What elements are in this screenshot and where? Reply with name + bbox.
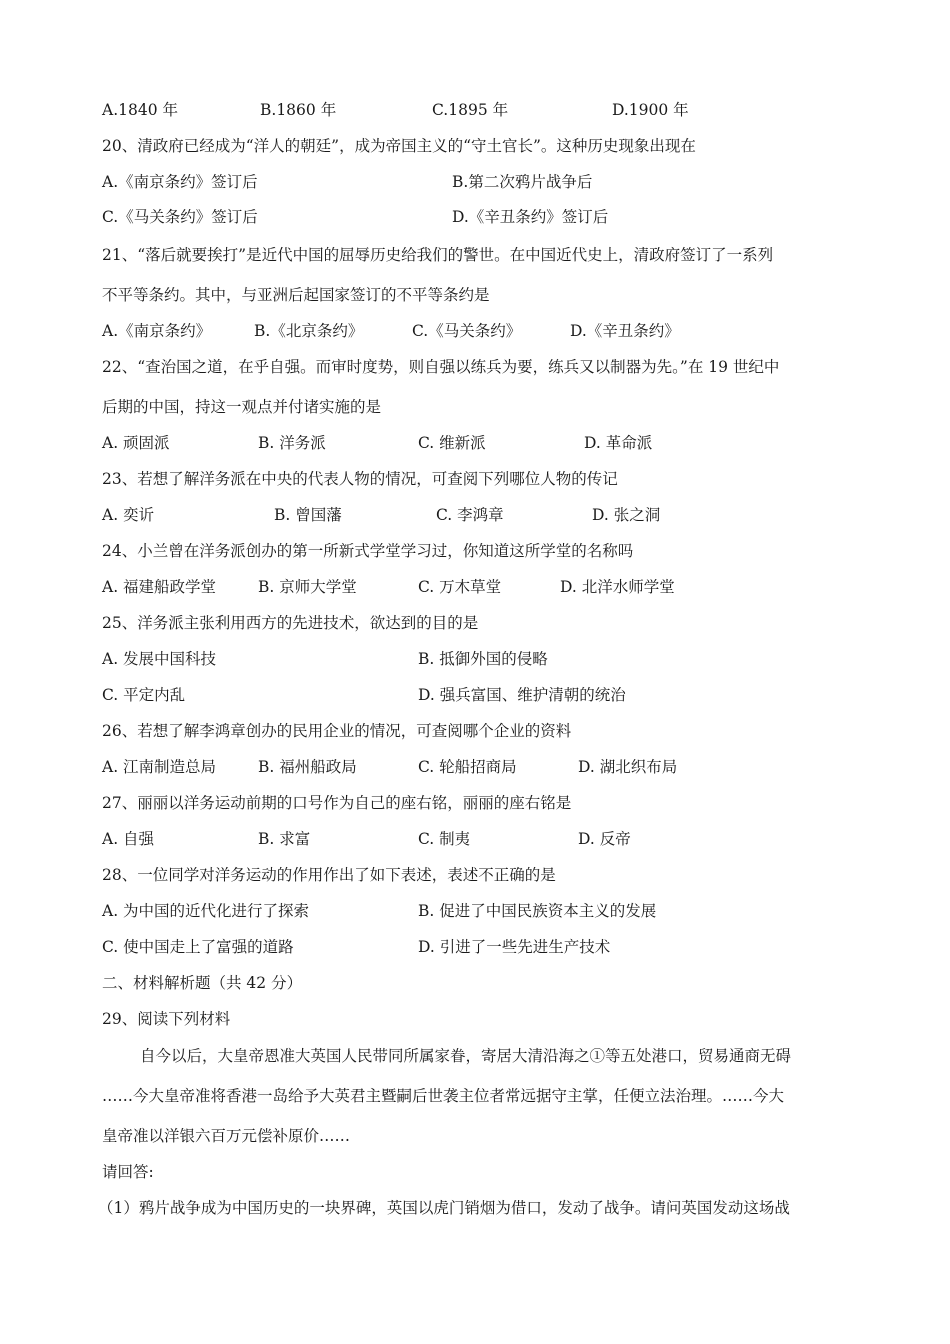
q27-option-d: D. 反帝 [578,830,631,848]
q20-option-a: A.《南京条约》签订后 [102,173,258,191]
q24-option-a: A. 福建船政学堂 [102,578,217,596]
q28-stem: 28、一位同学对洋务运动的作用作出了如下表述，表述不正确的是 [102,866,556,884]
q25-option-a: A. 发展中国科技 [102,650,217,668]
q26-stem: 26、若想了解李鸿章创办的民用企业的情况，可查阅哪个企业的资料 [102,722,572,740]
q23-option-d: D. 张之洞 [592,506,661,524]
q25-option-d: D. 强兵富国、维护清朝的统治 [418,686,626,704]
q19-option-c: C.1895 年 [432,101,509,119]
q26-option-c: C. 轮船招商局 [418,758,517,776]
q29-material-line2: ……今大皇帝准将香港一岛给予大英君主暨嗣后世袭主位者常远据守主掌，任便立法治理。……今大 [102,1087,785,1105]
q27-option-a: A. 自强 [102,830,155,848]
q28-option-c: C. 使中国走上了富强的道路 [102,938,294,956]
q27-option-c: C. 制夷 [418,830,471,848]
q19-option-a: A.1840 年 [102,101,178,119]
q21-stem-line1: 21、“落后就要挨打”是近代中国的屈辱历史给我们的警世。在中国近代史上，清政府签订了一系列 [102,246,774,264]
q24-stem: 24、小兰曾在洋务派创办的第一所新式学堂学习过，你知道这所学堂的名称吗 [102,542,634,560]
q28-option-a: A. 为中国的近代化进行了探索 [102,902,310,920]
q28-option-b: B. 促进了中国民族资本主义的发展 [418,902,657,920]
q22-option-d: D. 革命派 [584,434,653,452]
q29-stem: 29、阅读下列材料 [102,1010,231,1028]
q19-option-b: B.1860 年 [260,101,337,119]
q22-stem-line1: 22、“查治国之道，在乎自强。而审时度势，则自强以练兵为要，练兵又以制器为先。”在 19 世纪中 [102,358,780,376]
q23-option-a: A. 奕䜣 [102,506,155,524]
q22-option-c: C. 维新派 [418,434,486,452]
q24-option-d: D. 北洋水师学堂 [560,578,675,596]
q21-option-d: D.《辛丑条约》 [570,322,680,340]
q20-option-b: B.第二次鸦片战争后 [452,173,593,191]
section-heading: 二、材料解析题（共 42 分） [102,974,303,992]
q23-option-b: B. 曾国藩 [274,506,342,524]
q21-option-a: A.《南京条约》 [102,322,212,340]
q21-stem-line2: 不平等条约。其中，与亚洲后起国家签订的不平等条约是 [102,286,490,304]
q26-option-d: D. 湖北织布局 [578,758,678,776]
q29-prompt: 请回答: [102,1163,154,1181]
q25-option-b: B. 抵御外国的侵略 [418,650,548,668]
q27-option-b: B. 求富 [258,830,311,848]
q24-option-c: C. 万木草堂 [418,578,502,596]
q24-option-b: B. 京师大学堂 [258,578,357,596]
q29-subquestion-1: （1）鸦片战争成为中国历史的一块界碑，英国以虎门销烟为借口，发动了战争。请问英国发动这场战 [98,1199,790,1217]
q22-option-a: A. 顽固派 [102,434,170,452]
q25-option-c: C. 平定内乱 [102,686,186,704]
q26-option-a: A. 江南制造总局 [102,758,217,776]
q22-stem-line2: 后期的中国，持这一观点并付诸实施的是 [102,398,382,416]
q21-option-c: C.《马关条约》 [412,322,522,340]
q28-option-d: D. 引进了一些先进生产技术 [418,938,611,956]
q22-option-b: B. 洋务派 [258,434,326,452]
q20-option-c: C.《马关条约》签订后 [102,208,258,226]
q25-stem: 25、洋务派主张利用西方的先进技术，欲达到的目的是 [102,614,479,632]
q23-stem: 23、若想了解洋务派在中央的代表人物的情况，可查阅下列哪位人物的传记 [102,470,618,488]
q23-option-c: C. 李鸿章 [436,506,504,524]
q19-option-d: D.1900 年 [612,101,689,119]
q21-option-b: B.《北京条约》 [254,322,364,340]
q27-stem: 27、丽丽以洋务运动前期的口号作为自己的座右铭，丽丽的座右铭是 [102,794,572,812]
q20-option-d: D.《辛丑条约》签订后 [452,208,609,226]
q20-stem: 20、清政府已经成为“洋人的朝廷”，成为帝国主义的“守土官长”。这种历史现象出现在 [102,137,696,155]
q29-material-line3: 皇帝准以洋银六百万元偿补原价…… [102,1127,351,1145]
q29-material-line1: 自今以后，大皇帝恩准大英国人民带同所属家眷，寄居大清沿海之①等五处港口，贸易通商无碍 [140,1047,792,1065]
q26-option-b: B. 福州船政局 [258,758,357,776]
